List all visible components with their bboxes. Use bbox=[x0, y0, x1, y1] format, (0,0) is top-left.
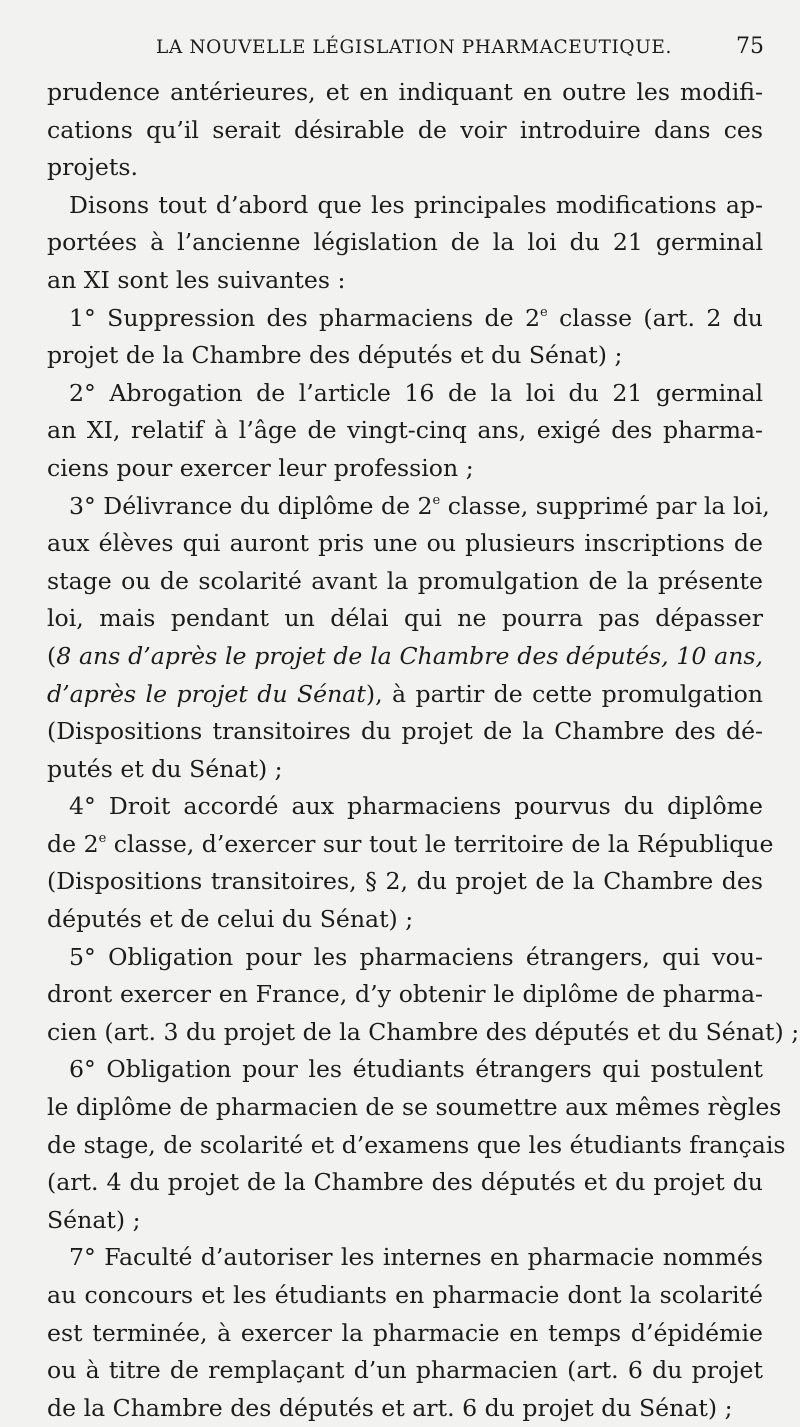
text-line: Disons tout d’abord que les principales modifications ap- bbox=[69, 190, 763, 219]
text-line: prudence antérieures, et en indiquant en outre les modifi- bbox=[47, 78, 763, 106]
text-line: putés et du Sénat) ; bbox=[47, 754, 283, 783]
text-line: au concours et les étudiants en pharmacie dont la scolarité bbox=[47, 1281, 763, 1309]
text-line: 3° Délivrance du diplôme de 2e classe, supprimé par la loi, bbox=[69, 491, 770, 520]
text-line: projet de la Chambre des députés et du Sénat) ; bbox=[47, 341, 623, 370]
running-head bbox=[48, 34, 764, 62]
text-line-italic: d’après le projet du Sénat), à partir de cette promulgation bbox=[47, 679, 763, 708]
text-line: (Dispositions transitoires du projet de la Chambre des dé- bbox=[47, 717, 763, 746]
text-line: (art. 4 du projet de la Chambre des députés et du projet du bbox=[47, 1168, 763, 1197]
text-line: est terminée, à exercer la pharmacie en temps d’épidémie bbox=[47, 1318, 763, 1347]
text-line: an XI, relatif à l’âge de vingt-cinq ans, exigé des pharma- bbox=[47, 416, 763, 445]
text-line: de la Chambre des députés et art. 6 du projet du Sénat) ; bbox=[47, 1393, 733, 1422]
text-line-italic: (8 ans d’après le projet de la Chambre des députés, 10 ans, bbox=[47, 641, 763, 670]
text-line: 2° Abrogation de l’article 16 de la loi du 21 germinal bbox=[69, 378, 763, 407]
page-number: 75 bbox=[736, 34, 764, 59]
text-line: portées à l’ancienne législation de la loi du 21 germinal bbox=[47, 228, 763, 257]
text-line: le diplôme de pharmacien de se soumettre aux mêmes règles bbox=[47, 1093, 782, 1122]
text-line: 1° Suppression des pharmaciens de 2e classe (art. 2 du bbox=[69, 303, 764, 332]
text-line: 6° Obligation pour les étudiants étrangers qui postulent bbox=[69, 1055, 763, 1084]
text-line: stage ou de scolarité avant la promulgation de la présente bbox=[47, 566, 763, 595]
text-line: 4° Droit accordé aux pharmaciens pourvus du diplôme bbox=[69, 792, 763, 821]
text-line: cations qu’il serait désirable de voir introduire dans ces bbox=[47, 115, 763, 144]
text-line: (Dispositions transitoires, § 2, du projet de la Chambre des bbox=[47, 867, 763, 896]
text-line: de 2e classe, d’exercer sur tout le territoire de la République bbox=[47, 829, 774, 858]
running-title: LA NOUVELLE LÉGISLATION PHARMACEUTIQUE. bbox=[156, 37, 672, 58]
text-line: an XI sont les suivantes : bbox=[47, 265, 346, 294]
text-line: aux élèves qui auront pris une ou plusieurs inscriptions de bbox=[47, 529, 763, 558]
text-line: Sénat) ; bbox=[47, 1205, 141, 1234]
text-line: de stage, de scolarité et d’examens que les étudiants français bbox=[47, 1130, 786, 1159]
text-line: députés et de celui du Sénat) ; bbox=[47, 905, 414, 934]
text-line: ciens pour exercer leur profession ; bbox=[47, 453, 474, 482]
text-line: cien (art. 3 du projet de la Chambre des députés et du Sénat) ; bbox=[47, 1017, 800, 1046]
text-line: 5° Obligation pour les pharmaciens étrangers, qui vou- bbox=[69, 942, 763, 971]
body-text bbox=[47, 74, 800, 1427]
text-line: 7° Faculté d’autoriser les internes en pharmacie nommés bbox=[69, 1243, 763, 1272]
text-line: ou à titre de remplaçant d’un pharmacien (art. 6 du projet bbox=[47, 1356, 763, 1385]
text-line: loi, mais pendant un délai qui ne pourra pas dépasser bbox=[47, 604, 763, 633]
text-line: dront exercer en France, d’y obtenir le diplôme de pharma- bbox=[47, 980, 763, 1009]
text-line: projets. bbox=[47, 153, 138, 182]
